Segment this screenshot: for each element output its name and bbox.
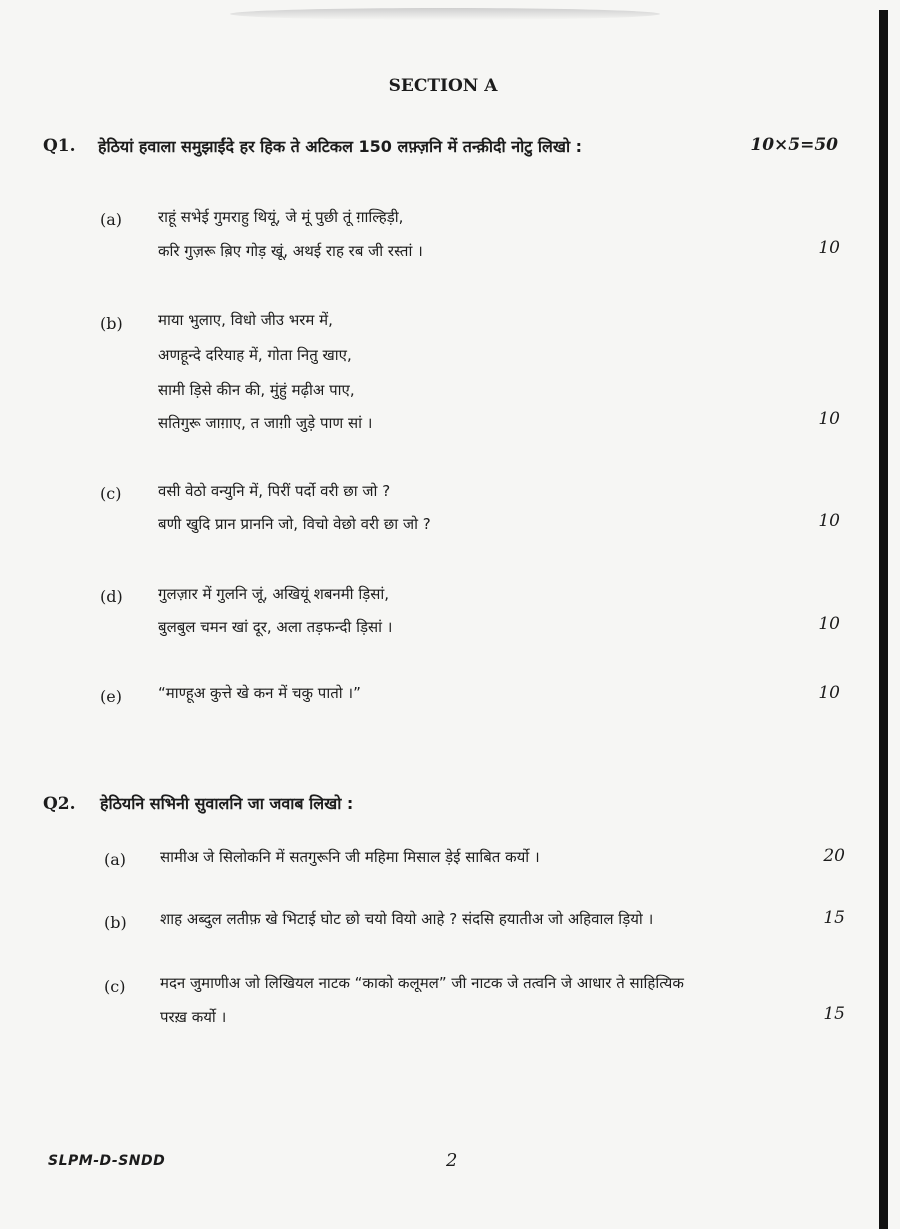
q1d-marks: 10	[818, 614, 840, 634]
q2c-line-2: परख़ कर्यो ।	[160, 1008, 227, 1026]
scan-shadow	[230, 8, 660, 20]
q2c-label: (c)	[104, 977, 126, 996]
q1-total-marks: 10×5=50	[750, 135, 838, 155]
q2c-marks: 15	[823, 1004, 845, 1024]
q1d-line-1: गुलज़ार में गुलनि जूं, अखियूं शबनमी ड़िसां,	[158, 585, 390, 603]
section-title: SECTION A	[388, 76, 498, 96]
q1a-marks: 10	[818, 238, 840, 258]
q2-text: हेठियनि सभिनी सुवालनि जा जवाब लिखो :	[100, 794, 354, 813]
q1e-line-1: “माण्हूअ कुत्ते खे कन में चकु पातो ।”	[158, 684, 361, 702]
page-number: 2	[446, 1150, 458, 1171]
q1-number: Q1.	[43, 136, 76, 156]
q1b-line-4: सतिगुरू जाग़ाए, त जाग़ी जुड़े पाण सां ।	[158, 414, 373, 432]
q1b-line-2: अणहून्दे दरियाह में, गोता नितु खाए,	[158, 346, 352, 364]
q1c-marks: 10	[818, 511, 840, 531]
q2a-label: (a)	[104, 850, 127, 869]
q1c-line-1: वसी वेठो वन्युनि में, पिरीं पर्दो वरी छा जो ?	[158, 482, 391, 500]
q2b-label: (b)	[104, 913, 127, 932]
q2a-marks: 20	[823, 846, 845, 866]
q2b-marks: 15	[823, 908, 845, 928]
q1b-line-1: माया भुलाए, विधो जीउ भरम में,	[158, 311, 333, 329]
q1e-marks: 10	[818, 683, 840, 703]
q1e-label: (e)	[100, 687, 122, 706]
q2a-line-1: सामीअ जे सिलोकनि में सतगुरूनि जी महिमा मिसाल ड़ेई साबित कर्यो ।	[160, 848, 540, 866]
scan-edge	[879, 10, 888, 1229]
q1a-line-1: राहूं सभेई गुमराहु थियूं, जे मूं पुछी तूं ग़ाल्हिड़ी,	[158, 208, 404, 226]
q2b-line-1: शाह अब्दुल लतीफ़ खे भिटाई घोट छो चयो वियो आहे ? संदसि हयातीअ जो अहिवाल ड़ियो ।	[160, 910, 654, 928]
q1c-line-2: बणी खुदि प्रान प्राननि जो, विचो वेछो वरी छा जो ?	[158, 515, 431, 533]
q1d-line-2: बुलबुल चमन खां दूर, अला तड़फन्दी ड़िसां ।	[158, 618, 393, 636]
q1b-marks: 10	[818, 409, 840, 429]
q1d-label: (d)	[100, 587, 123, 606]
q1a-label: (a)	[100, 210, 123, 229]
q1b-line-3: सामी ड़िसे कीन की, मुंहुं मढ़ीअ पाए,	[158, 381, 355, 399]
q1-text: हेठियां हवाला समुझाईंदे हर हिक ते अटिकल 150 लफ़्ज़नि में तन्क़ीदी नोटु लिखो :	[98, 137, 583, 156]
q1a-line-2: करि गुज़रू ब़िए गोड़ खूं, अथई राह रब जी रस्तां ।	[158, 242, 423, 260]
q1b-label: (b)	[100, 314, 123, 333]
paper-code: SLPM-D-SNDD	[48, 1153, 166, 1169]
q2c-line-1: मदन जुमाणीअ जो लिखियल नाटक “काको कलूमल” जी नाटक जे तत्वनि जे आधार ते साहित्यिक	[160, 974, 684, 992]
q2-number: Q2.	[43, 794, 76, 814]
q1c-label: (c)	[100, 484, 122, 503]
